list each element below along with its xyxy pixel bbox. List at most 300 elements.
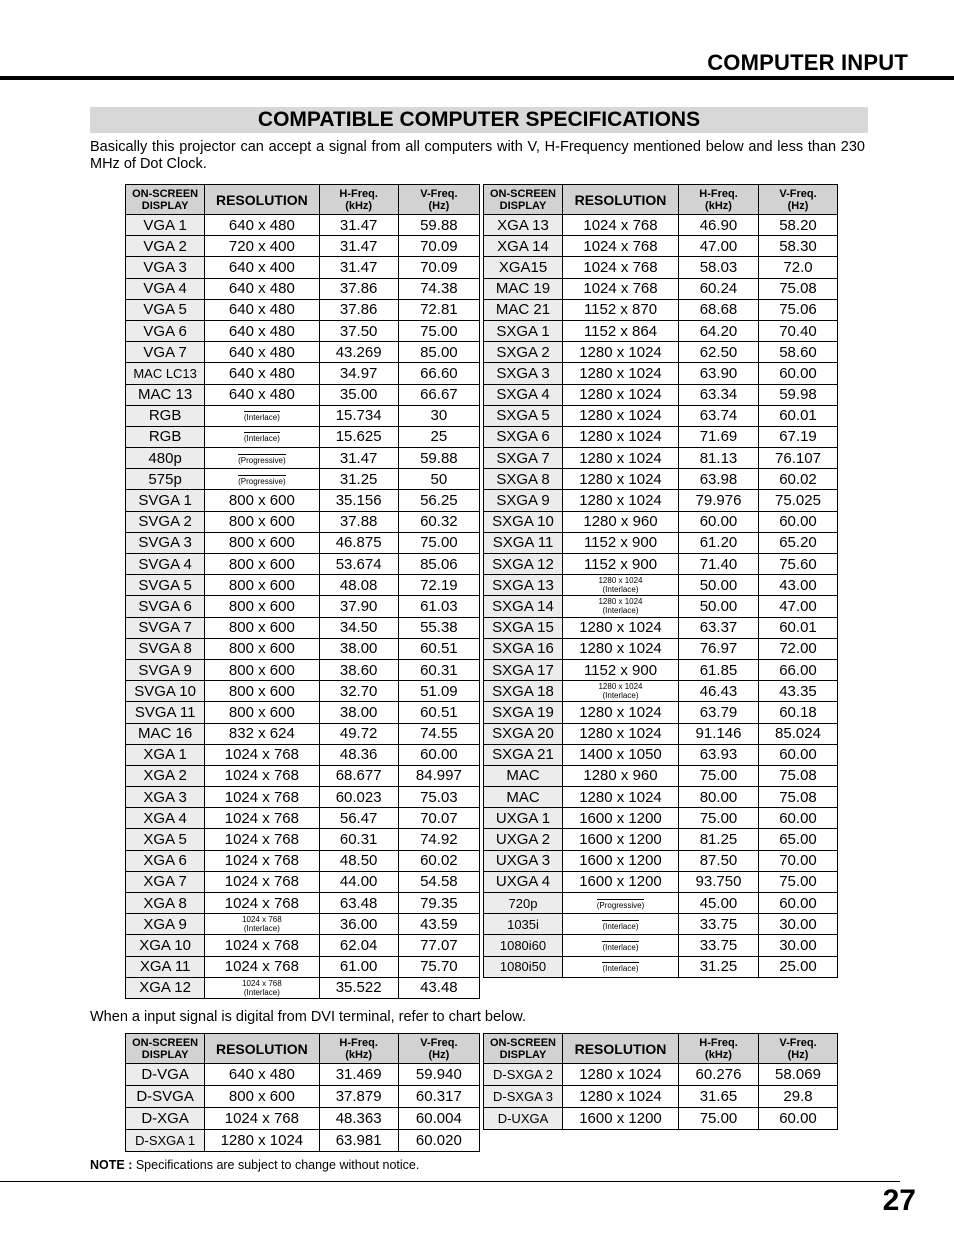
table-row: [126, 893, 480, 914]
vfreq-cell: 60.51: [398, 638, 479, 659]
table-row: [126, 744, 480, 765]
resolution-cell: 1400 x 1050: [563, 744, 679, 765]
vfreq-cell: 79.35: [398, 893, 479, 914]
vfreq-cell: 70.09: [398, 257, 479, 278]
hfreq-cell: 15.625: [319, 426, 398, 447]
display-name-cell: SXGA 2: [484, 342, 563, 363]
col-header-vfreq: V-Freq. (Hz): [398, 185, 479, 215]
hfreq-cell: 58.03: [679, 257, 759, 278]
vfreq-cell: 65.00: [759, 829, 838, 850]
vfreq-cell: 60.00: [759, 1108, 838, 1130]
hfreq-cell: 31.47: [319, 257, 398, 278]
display-name-cell: SXGA 11: [484, 532, 563, 553]
display-name-cell: SVGA 11: [126, 702, 205, 723]
table-row: [484, 829, 838, 850]
hfreq-cell: 68.677: [319, 765, 398, 786]
vfreq-cell: 58.069: [759, 1064, 838, 1086]
hfreq-cell: 49.72: [319, 723, 398, 744]
display-name-cell: SXGA 7: [484, 448, 563, 469]
display-name-cell: SXGA 8: [484, 469, 563, 490]
resolution-cell: 1280 x 1024: [563, 638, 679, 659]
resolution-cell: [563, 596, 679, 617]
display-name-cell: MAC 13: [126, 384, 205, 405]
display-name-cell: XGA 7: [126, 871, 205, 892]
table-row: [126, 426, 480, 447]
vfreq-cell: 74.38: [398, 278, 479, 299]
hfreq-cell: 31.47: [319, 448, 398, 469]
resolution-cell: 800 x 600: [205, 702, 319, 723]
table-row: [126, 935, 480, 956]
vfreq-cell: 75.00: [759, 871, 838, 892]
hfreq-cell: 37.879: [319, 1086, 398, 1108]
vfreq-cell: 30.00: [759, 914, 838, 935]
vfreq-cell: 25: [398, 426, 479, 447]
table-row: [126, 532, 480, 553]
display-name-cell: SXGA 4: [484, 384, 563, 405]
hfreq-cell: 43.269: [319, 342, 398, 363]
vfreq-cell: 75.025: [759, 490, 838, 511]
resolution-cell: 1152 x 864: [563, 320, 679, 341]
table-row: [484, 893, 838, 914]
display-name-cell: 1035i: [484, 914, 563, 935]
hfreq-cell: 80.00: [679, 787, 759, 808]
vfreq-cell: 60.02: [398, 850, 479, 871]
scan-mode-note: (Interlace): [243, 413, 280, 423]
resolution-cell: 800 x 600: [205, 638, 319, 659]
vfreq-cell: 75.08: [759, 787, 838, 808]
table-row: [126, 977, 480, 998]
display-name-cell: XGA 10: [126, 935, 205, 956]
resolution-cell: 1280 x 1024: [563, 405, 679, 426]
display-name-cell: SXGA 17: [484, 659, 563, 680]
table-row: [126, 342, 480, 363]
display-name-cell: SXGA 13: [484, 575, 563, 596]
resolution-cell: 1024 x 768: [205, 808, 319, 829]
table-row: [126, 596, 480, 617]
display-name-cell: SVGA 7: [126, 617, 205, 638]
vfreq-cell: 75.00: [398, 320, 479, 341]
vfreq-cell: 75.00: [398, 532, 479, 553]
hfreq-cell: 63.79: [679, 702, 759, 723]
vfreq-cell: 75.03: [398, 787, 479, 808]
col-header-resolution: RESOLUTION: [563, 1034, 679, 1064]
hfreq-cell: 68.68: [679, 299, 759, 320]
table-row: [484, 935, 838, 956]
vfreq-cell: 50: [398, 469, 479, 490]
resolution-cell: 1024 x 768: [205, 829, 319, 850]
resolution-cell: 800 x 600: [205, 554, 319, 575]
col-header-display: ON-SCREEN DISPLAY: [484, 1034, 563, 1064]
resolution-cell: [563, 956, 679, 977]
vfreq-cell: 76.107: [759, 448, 838, 469]
col-header-hfreq: H-Freq. (kHz): [679, 185, 759, 215]
hfreq-cell: 47.00: [679, 236, 759, 257]
hfreq-cell: 64.20: [679, 320, 759, 341]
resolution-value: 1024 x 768: [242, 978, 282, 988]
display-name-cell: XGA 5: [126, 829, 205, 850]
hfreq-cell: 44.00: [319, 871, 398, 892]
resolution-cell: 1280 x 960: [563, 511, 679, 532]
resolution-cell: 1152 x 900: [563, 554, 679, 575]
table-row: [126, 681, 480, 702]
vfreq-cell: 60.004: [398, 1108, 479, 1130]
resolution-cell: 1600 x 1200: [563, 829, 679, 850]
vfreq-cell: 43.48: [398, 977, 479, 998]
resolution-value: 1280 x 1024: [598, 576, 643, 586]
page-number: 27: [882, 1184, 916, 1217]
table-row: [126, 702, 480, 723]
hfreq-cell: 63.34: [679, 384, 759, 405]
display-name-cell: SXGA 9: [484, 490, 563, 511]
display-name-cell: 720p: [484, 893, 563, 914]
hfreq-cell: 31.25: [319, 469, 398, 490]
resolution-cell: 1600 x 1200: [563, 1108, 679, 1130]
scan-mode-note: (Interlace): [602, 964, 639, 974]
hfreq-cell: 46.43: [679, 681, 759, 702]
display-name-cell: UXGA 1: [484, 808, 563, 829]
resolution-cell: 1280 x 1024: [563, 787, 679, 808]
resolution-cell: 1024 x 768: [205, 744, 319, 765]
table-row: [126, 469, 480, 490]
vfreq-cell: 60.00: [759, 893, 838, 914]
resolution-cell: 1280 x 1024: [563, 384, 679, 405]
table-row: [126, 723, 480, 744]
vfreq-cell: 60.18: [759, 702, 838, 723]
vfreq-cell: 60.32: [398, 511, 479, 532]
footnote-text: Specifications are subject to change without notice.: [135, 1158, 420, 1172]
vfreq-cell: 70.09: [398, 236, 479, 257]
table-row: [126, 320, 480, 341]
hfreq-cell: 48.50: [319, 850, 398, 871]
table-row: [126, 659, 480, 680]
resolution-cell: 640 x 480: [205, 342, 319, 363]
display-name-cell: VGA 4: [126, 278, 205, 299]
display-name-cell: D-UXGA: [484, 1108, 563, 1130]
hfreq-cell: 62.04: [319, 935, 398, 956]
display-name-cell: XGA15: [484, 257, 563, 278]
resolution-cell: 640 x 480: [205, 363, 319, 384]
display-name-cell: MAC LC13: [126, 363, 205, 384]
resolution-cell: 720 x 400: [205, 236, 319, 257]
resolution-cell: [205, 448, 319, 469]
vfreq-cell: 72.19: [398, 575, 479, 596]
resolution-cell: 1280 x 1024: [563, 723, 679, 744]
col-header-resolution: RESOLUTION: [563, 185, 679, 215]
resolution-cell: [563, 935, 679, 956]
display-name-cell: XGA 2: [126, 765, 205, 786]
display-name-cell: XGA 12: [126, 977, 205, 998]
vfreq-cell: 60.020: [398, 1130, 479, 1152]
display-name-cell: D-SXGA 2: [484, 1064, 563, 1086]
digital-table-right: [483, 1033, 838, 1130]
hfreq-cell: 63.981: [319, 1130, 398, 1152]
display-name-cell: SVGA 9: [126, 659, 205, 680]
hfreq-cell: 37.88: [319, 511, 398, 532]
vfreq-cell: 60.00: [398, 744, 479, 765]
hfreq-cell: 50.00: [679, 596, 759, 617]
display-name-cell: SXGA 19: [484, 702, 563, 723]
vfreq-cell: 58.20: [759, 215, 838, 236]
display-name-cell: UXGA 2: [484, 829, 563, 850]
resolution-cell: 800 x 600: [205, 1086, 319, 1108]
hfreq-cell: 71.40: [679, 554, 759, 575]
vfreq-cell: 60.00: [759, 744, 838, 765]
table-row: [484, 787, 838, 808]
hfreq-cell: 81.25: [679, 829, 759, 850]
display-name-cell: SXGA 16: [484, 638, 563, 659]
vfreq-cell: 72.0: [759, 257, 838, 278]
resolution-cell: 640 x 480: [205, 1064, 319, 1086]
display-name-cell: VGA 2: [126, 236, 205, 257]
hfreq-cell: 31.469: [319, 1064, 398, 1086]
resolution-cell: 1024 x 768: [563, 257, 679, 278]
vfreq-cell: 55.38: [398, 617, 479, 638]
vfreq-cell: 67.19: [759, 426, 838, 447]
vfreq-cell: 65.20: [759, 532, 838, 553]
vfreq-cell: 30: [398, 405, 479, 426]
table-row: [484, 914, 838, 935]
hfreq-cell: 37.50: [319, 320, 398, 341]
scan-mode-note: (Interlace): [602, 585, 639, 595]
resolution-cell: 1280 x 1024: [563, 469, 679, 490]
resolution-cell: [205, 914, 319, 935]
vfreq-cell: 59.88: [398, 448, 479, 469]
display-name-cell: SXGA 14: [484, 596, 563, 617]
vfreq-cell: 43.59: [398, 914, 479, 935]
display-name-cell: SXGA 6: [484, 426, 563, 447]
display-name-cell: SVGA 5: [126, 575, 205, 596]
table-row: [126, 1108, 480, 1130]
display-name-cell: SXGA 10: [484, 511, 563, 532]
vfreq-cell: 75.08: [759, 765, 838, 786]
col-header-vfreq: V-Freq. (Hz): [398, 1034, 479, 1064]
hfreq-cell: 35.00: [319, 384, 398, 405]
display-name-cell: VGA 7: [126, 342, 205, 363]
resolution-cell: 1600 x 1200: [563, 808, 679, 829]
resolution-cell: 800 x 600: [205, 659, 319, 680]
resolution-cell: 1280 x 1024: [563, 617, 679, 638]
display-name-cell: SXGA 1: [484, 320, 563, 341]
hfreq-cell: 60.023: [319, 787, 398, 808]
display-name-cell: SVGA 4: [126, 554, 205, 575]
hfreq-cell: 38.00: [319, 702, 398, 723]
hfreq-cell: 33.75: [679, 935, 759, 956]
table-row: [484, 850, 838, 871]
table-row: [484, 702, 838, 723]
table-row: [126, 384, 480, 405]
resolution-cell: 800 x 600: [205, 596, 319, 617]
vfreq-cell: 58.60: [759, 342, 838, 363]
table-row: [484, 511, 838, 532]
scan-mode-note: (Interlace): [243, 434, 280, 444]
display-name-cell: XGA 1: [126, 744, 205, 765]
digital-intro: When a input signal is digital from DVI terminal, refer to chart below.: [90, 1009, 526, 1025]
resolution-cell: [563, 914, 679, 935]
vfreq-cell: 70.00: [759, 850, 838, 871]
resolution-cell: 1024 x 768: [205, 787, 319, 808]
display-name-cell: UXGA 3: [484, 850, 563, 871]
hfreq-cell: 48.363: [319, 1108, 398, 1130]
vfreq-cell: 60.00: [759, 511, 838, 532]
table-row: [484, 744, 838, 765]
page-header-title: COMPUTER INPUT: [707, 50, 908, 75]
hfreq-cell: 63.48: [319, 893, 398, 914]
intro-paragraph: Basically this projector can accept a signal from all computers with V, H-Frequency mentioned below and less than 230 MHz of Dot Clock.: [90, 139, 865, 172]
table-row: [126, 575, 480, 596]
vfreq-cell: 25.00: [759, 956, 838, 977]
hfreq-cell: 75.00: [679, 1108, 759, 1130]
table-row: [126, 1064, 480, 1086]
table-row: [484, 236, 838, 257]
display-name-cell: SXGA 21: [484, 744, 563, 765]
col-header-hfreq: H-Freq. (kHz): [319, 185, 398, 215]
resolution-cell: [563, 575, 679, 596]
hfreq-cell: 60.00: [679, 511, 759, 532]
vfreq-cell: 85.00: [398, 342, 479, 363]
hfreq-cell: 75.00: [679, 765, 759, 786]
vfreq-cell: 51.09: [398, 681, 479, 702]
resolution-cell: 1600 x 1200: [563, 871, 679, 892]
spec-table-left: [125, 184, 480, 999]
display-name-cell: VGA 1: [126, 215, 205, 236]
display-name-cell: MAC: [484, 765, 563, 786]
table-row: [484, 638, 838, 659]
display-name-cell: 480p: [126, 448, 205, 469]
scan-mode-note: (Interlace): [602, 942, 639, 952]
hfreq-cell: 91.146: [679, 723, 759, 744]
hfreq-cell: 61.85: [679, 659, 759, 680]
col-header-vfreq: V-Freq. (Hz): [759, 185, 838, 215]
resolution-cell: 832 x 624: [205, 723, 319, 744]
resolution-cell: 1280 x 1024: [563, 426, 679, 447]
display-name-cell: SVGA 2: [126, 511, 205, 532]
display-name-cell: 1080i50: [484, 956, 563, 977]
table-row: [126, 405, 480, 426]
table-row: [126, 1086, 480, 1108]
table-row: [484, 871, 838, 892]
vfreq-cell: 74.92: [398, 829, 479, 850]
table-row: [126, 278, 480, 299]
resolution-cell: 800 x 600: [205, 532, 319, 553]
resolution-cell: 1280 x 1024: [563, 448, 679, 469]
display-name-cell: SXGA 20: [484, 723, 563, 744]
resolution-value: 1024 x 768: [242, 915, 282, 925]
col-header-vfreq: V-Freq. (Hz): [759, 1034, 838, 1064]
resolution-cell: 1024 x 768: [205, 850, 319, 871]
hfreq-cell: 62.50: [679, 342, 759, 363]
vfreq-cell: 43.35: [759, 681, 838, 702]
vfreq-cell: 60.317: [398, 1086, 479, 1108]
vfreq-cell: 75.08: [759, 278, 838, 299]
hfreq-cell: 93.750: [679, 871, 759, 892]
scan-mode-note: (Interlace): [602, 921, 639, 931]
vfreq-cell: 60.31: [398, 659, 479, 680]
resolution-cell: 640 x 480: [205, 299, 319, 320]
table-row: [484, 596, 838, 617]
resolution-cell: 1152 x 900: [563, 532, 679, 553]
table-row: [484, 469, 838, 490]
resolution-cell: 1280 x 1024: [205, 1130, 319, 1152]
display-name-cell: XGA 6: [126, 850, 205, 871]
hfreq-cell: 38.00: [319, 638, 398, 659]
resolution-value: 1280 x 1024: [598, 682, 643, 692]
table-row: [484, 723, 838, 744]
display-name-cell: D-XGA: [126, 1108, 205, 1130]
display-name-cell: MAC 21: [484, 299, 563, 320]
vfreq-cell: 59.88: [398, 215, 479, 236]
section-title: COMPATIBLE COMPUTER SPECIFICATIONS: [90, 107, 868, 133]
table-row: [126, 850, 480, 871]
header-rule: [0, 76, 954, 80]
hfreq-cell: 15.734: [319, 405, 398, 426]
resolution-cell: 1024 x 768: [563, 236, 679, 257]
resolution-cell: 1280 x 1024: [563, 702, 679, 723]
hfreq-cell: 37.86: [319, 299, 398, 320]
table-row: [126, 956, 480, 977]
display-name-cell: SVGA 8: [126, 638, 205, 659]
resolution-cell: 800 x 600: [205, 617, 319, 638]
table-row: [126, 1130, 480, 1152]
footer-rule: [0, 1181, 900, 1182]
resolution-value: 1280 x 1024: [598, 597, 643, 607]
vfreq-cell: 61.03: [398, 596, 479, 617]
hfreq-cell: 81.13: [679, 448, 759, 469]
vfreq-cell: 59.98: [759, 384, 838, 405]
table-header-row: [126, 185, 480, 215]
table-row: [484, 808, 838, 829]
display-name-cell: D-SVGA: [126, 1086, 205, 1108]
scan-mode-note: (Interlace): [243, 987, 280, 997]
table-header-row: [484, 1034, 838, 1064]
resolution-cell: 1280 x 1024: [563, 363, 679, 384]
vfreq-cell: 66.67: [398, 384, 479, 405]
resolution-cell: 640 x 400: [205, 257, 319, 278]
display-name-cell: D-VGA: [126, 1064, 205, 1086]
resolution-cell: 640 x 480: [205, 278, 319, 299]
resolution-cell: 800 x 600: [205, 575, 319, 596]
display-name-cell: XGA 9: [126, 914, 205, 935]
resolution-cell: 640 x 480: [205, 384, 319, 405]
table-row: [126, 257, 480, 278]
table-row: [126, 829, 480, 850]
table-row: [484, 405, 838, 426]
col-header-display: ON-SCREEN DISPLAY: [126, 185, 205, 215]
hfreq-cell: 63.93: [679, 744, 759, 765]
hfreq-cell: 37.86: [319, 278, 398, 299]
table-row: [126, 617, 480, 638]
hfreq-cell: 48.08: [319, 575, 398, 596]
display-name-cell: SXGA 12: [484, 554, 563, 575]
table-row: [126, 299, 480, 320]
display-name-cell: 575p: [126, 469, 205, 490]
display-name-cell: SXGA 18: [484, 681, 563, 702]
table-row: [126, 787, 480, 808]
vfreq-cell: 70.07: [398, 808, 479, 829]
table-header-row: [484, 185, 838, 215]
table-row: [126, 914, 480, 935]
vfreq-cell: 60.01: [759, 617, 838, 638]
vfreq-cell: 70.40: [759, 320, 838, 341]
table-row: [484, 1086, 838, 1108]
table-row: [484, 681, 838, 702]
resolution-cell: 800 x 600: [205, 511, 319, 532]
table-row: [484, 659, 838, 680]
table-row: [484, 257, 838, 278]
resolution-cell: 1024 x 768: [205, 893, 319, 914]
resolution-cell: 1600 x 1200: [563, 850, 679, 871]
scan-mode-note: (Interlace): [243, 924, 280, 934]
display-name-cell: SXGA 15: [484, 617, 563, 638]
